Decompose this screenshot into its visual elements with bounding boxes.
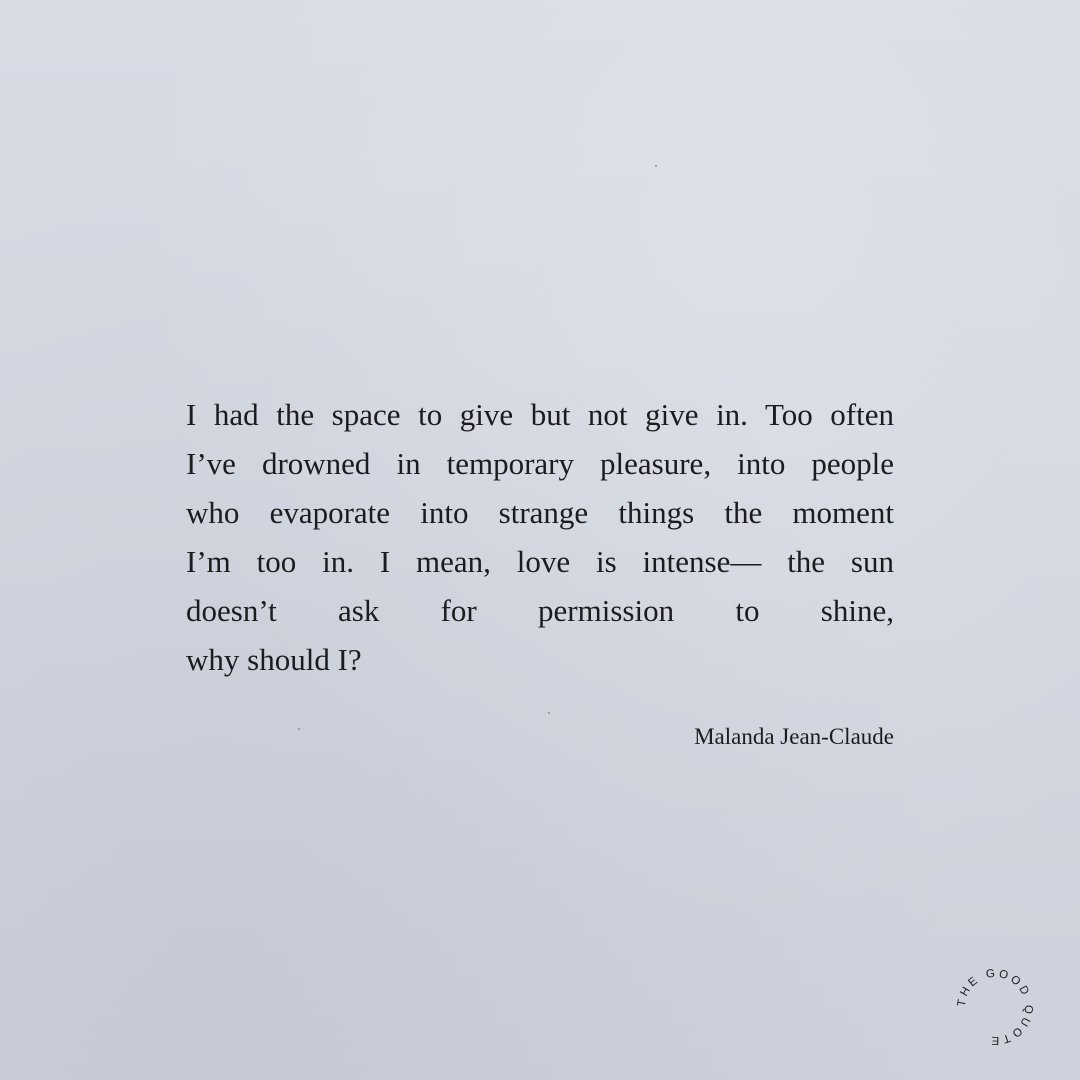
logo-text-path: THE GOOD QUOTE	[955, 967, 1035, 1047]
quote-line: I’m too in. I mean, love is intense— the sun	[186, 544, 894, 579]
quote-line: why should I?	[186, 642, 362, 677]
quote-author: Malanda Jean-Claude	[694, 724, 894, 749]
quote-line: doesn’t ask for permission to shine,	[186, 593, 894, 628]
quote-line: I’ve drowned in temporary pleasure, into people	[186, 446, 894, 481]
quote-text	[186, 390, 894, 684]
paper-speck	[548, 712, 550, 714]
logo-text	[956, 968, 1035, 1047]
quote-line: I had the space to give but not give in. Too often	[186, 397, 894, 432]
quote-line: who evaporate into strange things the moment	[186, 495, 894, 530]
paper-speck	[298, 728, 300, 730]
paper-speck	[655, 165, 657, 167]
the-good-quote-logo	[952, 964, 1038, 1050]
